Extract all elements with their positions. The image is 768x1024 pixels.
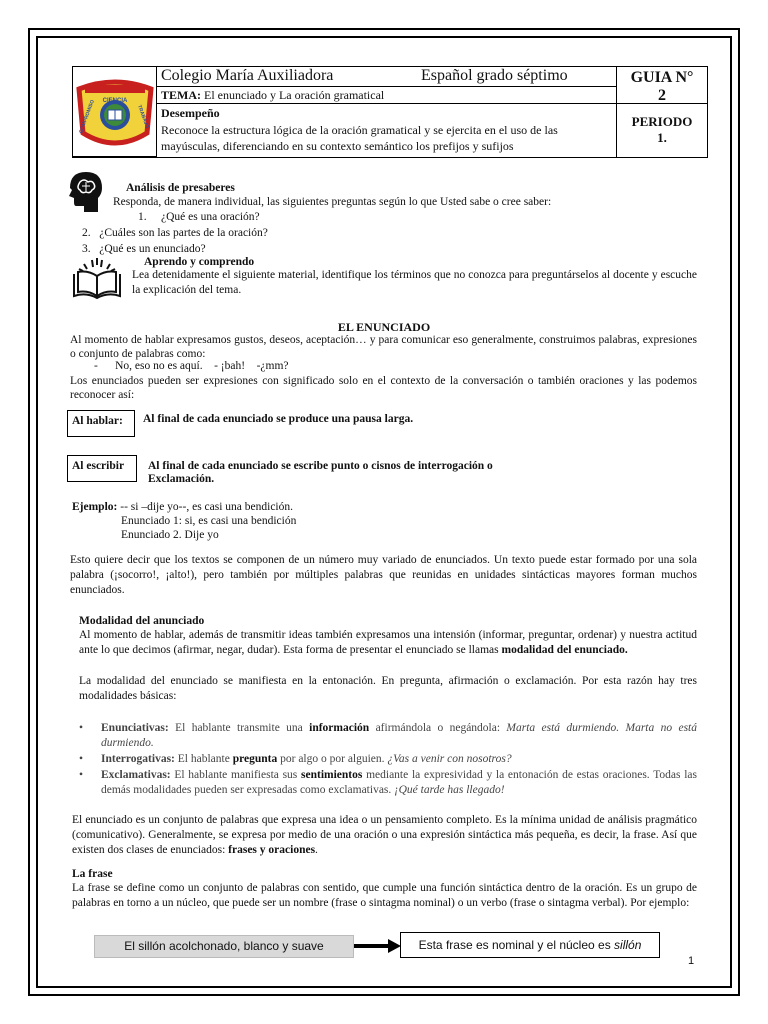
periodo-cell xyxy=(617,104,707,157)
enunciado-p2: Los enunciados pueden ser expresiones con significado solo en el contexto de la conversación o también oraciones y las podemos reconocer así: xyxy=(70,375,697,401)
logo-cell xyxy=(73,67,157,157)
desempeno-label: Desempeño xyxy=(161,106,220,120)
logo-text-left: COMPROMISO xyxy=(78,99,96,135)
enunciado-p1: Al momento de hablar expresamos gustos, deseos, aceptación… y para comunicar eso generalmente, construimos palabras, expresiones o conjunto de palabras como: xyxy=(70,334,697,360)
modalidad-item-enunciativas: Enunciativas: El hablante transmite una información afirmándola o negándola: Marta está durmiendo. Marta no está durmiendo. xyxy=(101,722,697,749)
hablar-text: Al final de cada enunciado se produce una pausa larga. xyxy=(143,413,414,425)
logo-text-top: CIENCIA xyxy=(102,98,128,104)
frase-example-box: El sillón acolchonado, blanco y suave xyxy=(94,935,354,958)
periodo-label: PERIODO xyxy=(631,114,693,129)
aprendo-text: Lea detenidamente el siguiente material, identifique los términos que no conozca para preguntárselos al docente y escuche la explicación del tema. xyxy=(132,269,697,296)
escribir-text-2: Exclamación. xyxy=(148,473,215,485)
modalidad-item-interrogativas: Interrogativas: El hablante pregunta por algo o por alguien. ¿Vas a venir con nosotros? xyxy=(101,753,512,765)
logo-text-right: TRABAJO xyxy=(135,104,150,130)
modalidad-p2: La modalidad del enunciado se manifiesta en la entonación. En pregunta, afirmación o exclamación. Por esta razón hay tres modalidades básicas: xyxy=(79,675,697,702)
tema-label: TEMA: xyxy=(161,88,201,102)
question-3: 3. ¿Qué es un enunciado? xyxy=(82,243,206,255)
guia-cell xyxy=(617,67,707,104)
enunciado-examples: - No, eso no es aquí. - ¡bah! -¿mm? xyxy=(94,360,289,372)
aprendo-title: Aprendo y comprendo xyxy=(144,256,255,268)
periodo-number: 1. xyxy=(657,130,667,145)
arrow-right-icon xyxy=(354,938,402,954)
guia-label: GUIA N° xyxy=(630,69,694,86)
guia-number: 2 xyxy=(658,87,666,104)
presaberes-intro: Responda, de manera individual, las siguientes preguntas según lo que Usted sabe o cree saber: xyxy=(113,196,552,208)
hablar-box xyxy=(67,410,135,437)
modalidad-item-exclamativas: Exclamativas: El hablante manifiesta sus sentimientos mediante la expresividad y la entonación de estas oraciones. Todas las demás modalidades pueden ser expresadas como exclamativas. ¡Qué tarde has llegado! xyxy=(101,769,697,796)
school-name: Colegio María Auxiliadora xyxy=(161,67,334,84)
enunciado-definition: El enunciado es un conjunto de palabras que expresa una idea o un pensamiento completo. Es la mínima unidad de análisis pragmático (comunicativo). Generalmente, se expresa por medio de una oración o una expresión sintáctica más pequeña, es decir, la frase. Así que existen dos clases de enunciados: frases y oraciones. xyxy=(72,814,697,856)
modalidad-title: Modalidad del anunciado xyxy=(79,615,205,627)
question-1: 1. ¿Qué es una oración? xyxy=(138,211,260,223)
ejemplo: Ejemplo: -- si –dije yo--, es casi una bendición. xyxy=(72,501,294,513)
frase-explanation-box: Esta frase es nominal y el núcleo es sillón xyxy=(400,932,660,958)
frase-title: La frase xyxy=(72,868,113,880)
open-book-icon xyxy=(70,256,124,302)
enunciado-p3: Esto quiere decir que los textos se componen de un número muy variado de enunciados. Un texto puede estar formado por una sola palabra (¡socorro!, ¡alto!), pero también por múltiples palabras que reunidas en unidades sintácticas mayores forman muchos enunciados. xyxy=(70,554,697,596)
hablar-label: Al hablar: xyxy=(72,415,123,427)
desempeno-cell xyxy=(157,104,617,157)
school-cell xyxy=(157,67,617,87)
escribir-label: Al escribir xyxy=(72,460,125,472)
frase-text: La frase se define como un conjunto de palabras con sentido, que cumple una función sintáctica dentro de la oración. Es un grupo de palabras en torno a un núcleo, que puede ser un nombre (frase o sintagma nominal) o un verbo (frase o sintagma verbal). Por ejemplo: xyxy=(72,882,697,909)
subject-name: Español grado séptimo xyxy=(421,67,568,84)
school-logo xyxy=(73,67,157,157)
section-title-enunciado: EL ENUNCIADO xyxy=(337,320,431,334)
desempeno-text: Reconoce la estructura lógica de la oración gramatical y se ejercita en el uso de las mayúsculas, diferenciando en su contexto semántico los prefijos y sufijos xyxy=(161,123,558,153)
page-number: 1 xyxy=(688,955,695,967)
tema-text: El enunciado y La oración gramatical xyxy=(204,88,385,102)
modalidad-p1: Al momento de hablar, además de transmitir ideas también expresamos una intensión (informar, preguntar, ordenar) y nuestra actitud ante lo que decimos (afirmar, negar, dudar). Esta forma de presentar el enunciado se llamas modalidad del enunciado. xyxy=(79,629,697,656)
header-table xyxy=(72,66,708,158)
ejemplo-enunciado-2: Enunciado 2. Dije yo xyxy=(121,529,219,541)
presaberes-title: Análisis de presaberes xyxy=(126,182,235,194)
tema-cell xyxy=(157,87,617,104)
escribir-text-1: Al final de cada enunciado se escribe punto o cisnos de interrogación o xyxy=(148,460,493,472)
ejemplo-enunciado-1: Enunciado 1: si, es casi una bendición xyxy=(121,515,297,527)
head-brain-icon xyxy=(64,168,108,216)
question-2: 2. ¿Cuáles son las partes de la oración? xyxy=(82,227,268,239)
escribir-box xyxy=(67,455,137,482)
